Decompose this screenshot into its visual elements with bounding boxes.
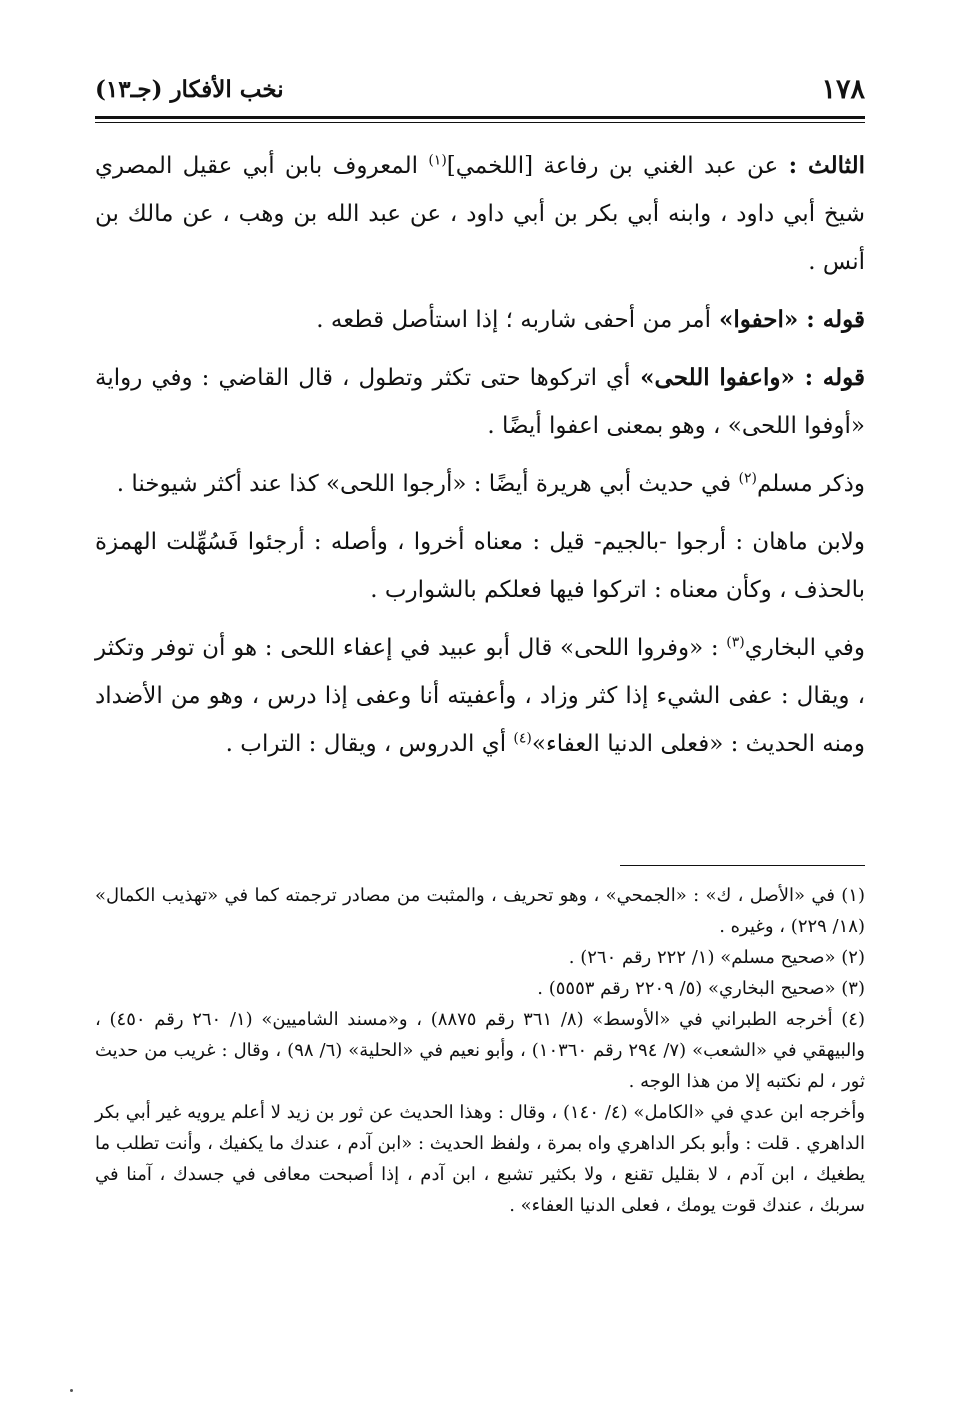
footnote-ref: (٣) [726, 634, 745, 651]
header-rule-thin [95, 122, 865, 123]
header-rule-thick [95, 116, 865, 119]
footnote-2: (٢) «صحيح مسلم» (١/ ٢٢٢ رقم ٢٦٠) . [568, 947, 865, 968]
page-number: ١٧٨ [821, 74, 865, 105]
footnote-ref: (١) [428, 152, 447, 169]
paragraph-lead: قوله : [806, 306, 865, 333]
paragraph-text: أي اتركوها حتى تكثر وتطول ، قال القاضي : وفي رواية «أوفوا اللحى» ، وهو بمعنى اعفوا أيضًا . [95, 365, 865, 439]
paragraph-text: وفي البخاري [744, 635, 865, 661]
paragraph-2 [95, 296, 865, 344]
paragraph-text: عن عبد الغني بن رفاعة [اللخمي] [446, 153, 789, 179]
footnote-4: (٤) أخرجه الطبراني في «الأوسط» (٨/ ٣٦١ رقم ٨٨٧٥) ، و«مسند الشاميين» (١/ ٢٦٠ رقم ٤٥٠) ، والبيهقي في «الشعب» (٧/ ٢٩٤ رقم ١٠٣٦٠) ، وأبو نعيم في «الحلية» (٦/ ٩٨) ، وقال : غريب من حديث ثور ، لم نكتبه إلا من هذا الوجه . [95, 1009, 865, 1092]
footnote-1: (١) في «الأصل ، ك» : «الجمحي» ، وهو تحريف ، والمثبت من مصادر ترجمته كما في «تهذيب الكمال» (١٨/ ٢٢٩) ، وغيره . [95, 885, 865, 937]
paragraph-text: في حديث أبي هريرة أيضًا : «أرجوا اللحى» كذا عند أكثر شيوخنا . [116, 471, 739, 497]
paragraph-text: المعروف بابن أبي عقيل المصري شيخ أبي داود ، وابنه أبي بكر بن أبي داود ، عن عبد الله بن وهب ، عن مالك بن أنس . [95, 153, 865, 275]
footnote-ref: (٢) [738, 470, 757, 487]
page-header [95, 70, 865, 114]
paragraph-6 [95, 624, 865, 768]
footnotes [95, 880, 865, 1221]
footnote-ref: (٤) [513, 730, 532, 747]
paragraph-text: أي الدروس ، ويقال : التراب . [225, 731, 514, 757]
paragraph-text: أمر من أحفى شاربه ؛ إذا استأصل قطعه . [316, 307, 711, 333]
quoted-phrase: «احفوا» [711, 306, 807, 333]
page-speck [70, 1389, 73, 1392]
paragraph-3 [95, 354, 865, 450]
paragraph-1 [95, 142, 865, 286]
paragraph-5 [95, 518, 865, 614]
quoted-phrase: «واعفوا اللحى» [630, 364, 805, 391]
footnote-4-continued: وأخرجه ابن عدي في «الكامل» (٤/ ١٤٠) ، وقال : وهذا الحديث عن ثور بن زيد لا أعلم يرويه غير أبي بكر الداهري . قلت : وأبو بكر الداهري واه بمرة ، ولفظ الحديث : «ابن آدم ، عندك ما يكفيك ، وأنت تطلب ما يطغيك ، ابن آدم ، لا بقليل تقنع ، ولا بكثير تشبع ، ابن آدم ، إذا أصبحت معافى في جسدك ، آمنا في سربك ، عندك قوت يومك ، فعلى الدنيا العفاء» . [95, 1102, 866, 1216]
paragraph-lead: الثالث : [788, 152, 865, 179]
paragraph-text: : «وفروا اللحى» قال أبو عبيد في إعفاء اللحى : هو أن توفر وتكثر ، ويقال : عفى الشيء إذا كثر وزاد ، وأعفيته أنا وعفى إذا درس ، وهو من الأضداد ومنه الحديث : «فعلى الدنيا العفاء» [95, 635, 865, 757]
paragraph-lead: قوله : [804, 364, 865, 391]
footnote-separator [620, 865, 865, 866]
footnote-3: (٣) «صحيح البخاري» (٥/ ٢٢٠٩ رقم ٥٥٥٣) . [537, 978, 865, 999]
main-text [95, 142, 865, 778]
paragraph-text: ولابن ماهان : أرجوا -بالجيم- قيل : معناه أخروا ، وأصله : أرجئوا فَسُهِّلت الهمزة بالحذف ، وكأن معناه : اتركوا فيها فعلكم بالشوارب . [95, 529, 865, 603]
paragraph-text: وذكر مسلم [756, 471, 865, 497]
running-title: نخب الأفكار (جـ١٣) [95, 76, 284, 103]
paragraph-4 [95, 460, 865, 508]
